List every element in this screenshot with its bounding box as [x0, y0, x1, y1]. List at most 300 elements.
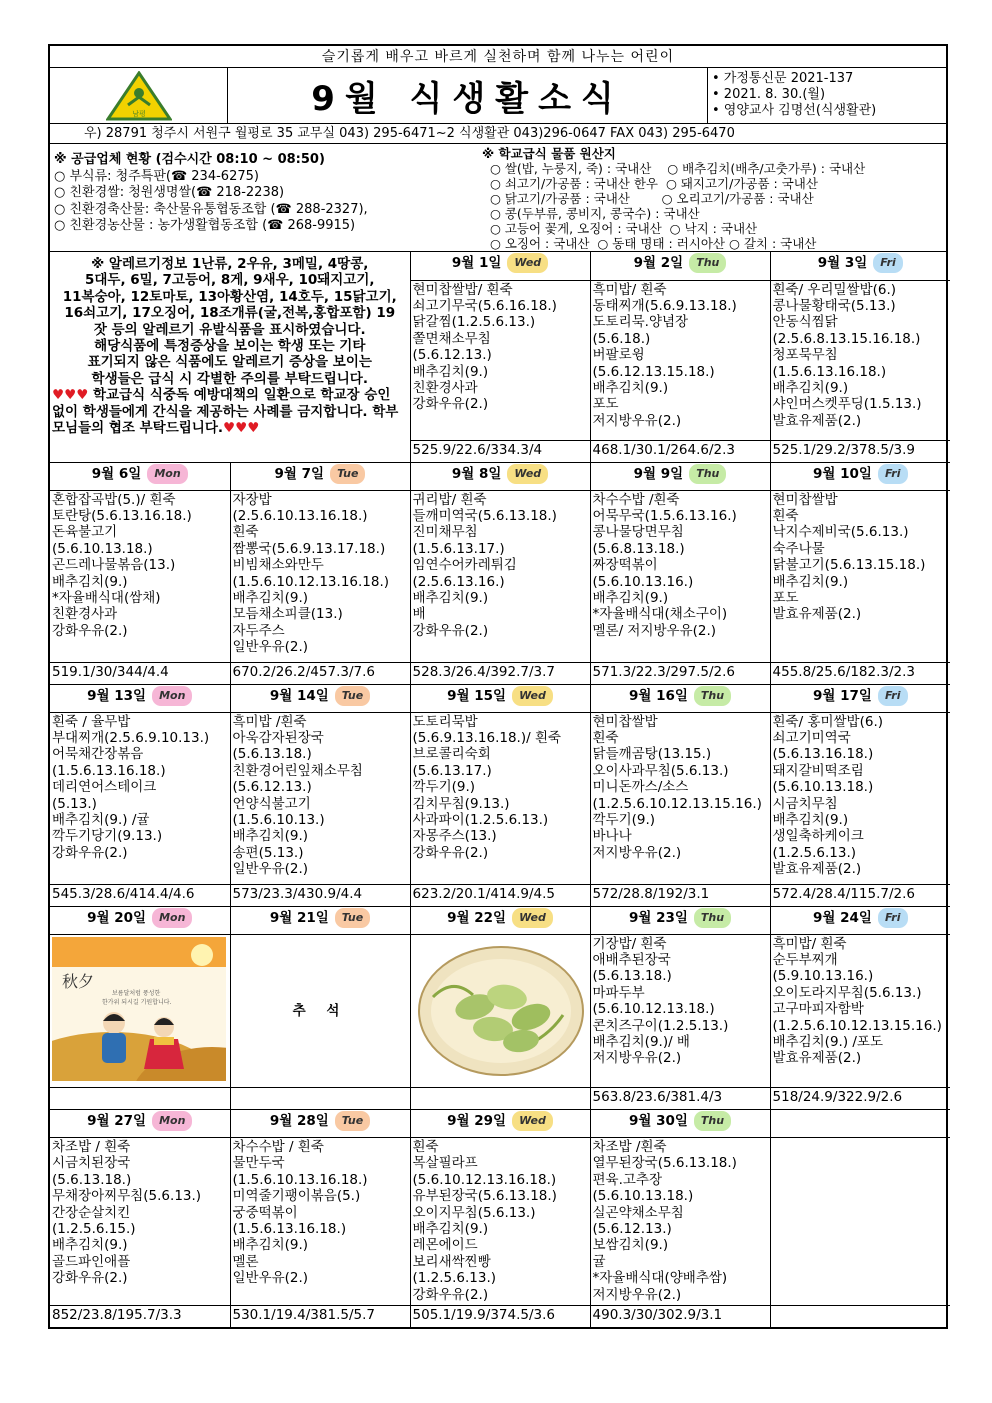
menu-item: 배 [412, 606, 426, 623]
chuseok-illustration [52, 937, 226, 1081]
menu-cell [50, 1137, 230, 1305]
weekday-badge: Fri [878, 908, 908, 928]
date-header: 9월 29일 Wed [410, 1109, 590, 1137]
date-header: 9월 23일 Thu [590, 906, 770, 934]
menu-item: 브로콜리숙회 [412, 746, 491, 763]
menu-item: 흰죽 [412, 1138, 439, 1155]
week2-nutrition-row [50, 662, 950, 684]
menu-cell [770, 712, 950, 884]
menu-item: 샤인머스켓푸딩(1.5.13.) [772, 396, 922, 413]
menu-item: 사과파이(1.2.5.6.13.) [412, 811, 549, 828]
menu-item: (1.5.6.10.13.) [232, 811, 325, 828]
week4-header-row [50, 906, 950, 934]
allergy-line: 학생들은 급식 시 각별한 주의를 부탁드립니다. [91, 370, 368, 387]
menu-item: (5.6.12.13.) [232, 779, 312, 796]
menu-item: (5.6.8.13.18.) [592, 540, 685, 557]
menu-item: 강화우유(2.) [52, 622, 128, 639]
nutrition-info: 505.1/19.9/374.5/3.6 [410, 1305, 590, 1327]
menu-item: 귤 [592, 1253, 606, 1270]
menu-item: 낙지수제비국(5.6.13.) [772, 524, 909, 541]
date-header: 9월 28일 Tue [230, 1109, 410, 1137]
menu-item: 멜론 [232, 1253, 259, 1270]
menu-cell [590, 1137, 770, 1305]
menu-item: 진미채무침 [412, 524, 478, 541]
nutrition-info: 525.9/22.6/334.3/4 [410, 440, 590, 462]
menu-item: (2.5.6.13.16.) [412, 573, 505, 590]
week3-menu-row [50, 712, 950, 884]
supply-section [50, 144, 946, 252]
date-header: 9월 1일 Wed [410, 252, 590, 280]
snack-warning [52, 387, 408, 436]
menu-item: (2.5.6.10.13.16.18.) [232, 507, 368, 524]
school-logo-cell [50, 68, 228, 123]
menu-item: 토란탕(5.6.13.16.18.) [52, 507, 192, 524]
menu-item: 저지방우유(2.) [592, 844, 682, 861]
allergy-line: 잣 등의 알레르기 유발식품을 표시하였습니다. [93, 321, 366, 338]
week2-menu-row [50, 490, 950, 662]
menu-item: (1.2.5.6.10.12.13.15.16.) [592, 795, 762, 812]
menu-item: (1.2.5.6.13.) [412, 1270, 497, 1287]
menu-item: 친환경어린잎채소무침 [232, 762, 363, 779]
notice-info [708, 68, 946, 123]
menu-item: 강화우유(2.) [412, 396, 489, 413]
menu-cell [230, 1137, 410, 1305]
menu-item: 배추김치(9.) [232, 828, 309, 845]
menu-item: 쫄면채소무침 [412, 330, 491, 347]
date-header: 9월 10일 Fri [770, 462, 950, 490]
nutrition-info: 455.8/25.6/182.3/2.3 [770, 662, 950, 684]
weekday-badge: Tue [330, 464, 365, 484]
menu-item: 쇠고기미역국 [772, 729, 851, 746]
origin-item: ○ 닭고기/가공품 : 국내산 ○ 오리고기/가공품 : 국내산 [482, 191, 814, 206]
menu-item: 흰죽 / 율무밥 [52, 713, 131, 730]
weekday-badge: Thu [694, 1111, 731, 1131]
menu-item: 버팔로윙 [592, 347, 645, 364]
menu-item: (5.6.10.13.16.) [592, 573, 694, 590]
week5-header-row [50, 1109, 950, 1137]
menu-item: 돼지갈비떡조림 [772, 762, 864, 779]
weekday-badge: Thu [694, 686, 731, 706]
notice-date: • 2021. 8. 30.(월) [712, 87, 826, 102]
date-header: 9월 3일 Fri [770, 252, 950, 280]
nutrition-info: 545.3/28.6/414.4/4.6 [50, 884, 230, 906]
weekday-badge: Tue [335, 1111, 370, 1131]
menu-item: 현미찹쌀밥 [592, 713, 658, 730]
menu-item: 일반우유(2.) [232, 1270, 309, 1287]
menu-cell [410, 280, 590, 440]
nutrition-info: 528.3/26.4/392.7/3.7 [410, 662, 590, 684]
menu-cell [410, 712, 590, 884]
menu-item: 발효유제품(2.) [772, 861, 862, 878]
menu-item: 발효유제품(2.) [772, 1050, 862, 1067]
nutrition-info: 563.8/23.6/381.4/3 [590, 1087, 770, 1109]
nutrition-info: 572.4/28.4/115.7/2.6 [770, 884, 950, 906]
menu-item: 강화우유(2.) [412, 1286, 489, 1303]
menu-cell [50, 712, 230, 884]
menu-item: 멜론/ 저지방우유(2.) [592, 622, 717, 639]
menu-item: 숙주나물 [772, 540, 825, 557]
header [50, 68, 946, 124]
origin-item: ○ 오징어 : 국내산 ○ 동태 명태 : 러시아산 ○ 갈치 : 국내산 [482, 236, 817, 251]
menu-item: 레몬에이드 [412, 1237, 478, 1254]
menu-cell [590, 280, 770, 440]
date-header: 9월 24일 Fri [770, 906, 950, 934]
menu-item: 깍두기(9.) [412, 779, 476, 796]
menu-item: 혼합잡곡밥(5.)/ 흰죽 [52, 491, 176, 508]
weekday-badge: Tue [335, 686, 370, 706]
menu-item: 도토리묵밥 [412, 713, 478, 730]
menu-item: 궁중떡볶이 [232, 1204, 298, 1221]
origin-list [480, 144, 946, 251]
menu-item: 닭들깨곰탕(13.15.) [592, 746, 712, 763]
menu-cell [230, 490, 410, 662]
nutrition-info: 623.2/20.1/414.9/4.5 [410, 884, 590, 906]
menu-item: (1.5.6.13.16.18.) [232, 1220, 347, 1237]
week3-header-row [50, 684, 950, 712]
nutrition-info: 468.1/30.1/264.6/2.3 [590, 440, 770, 462]
menu-item: 미니돈까스/소스 [592, 779, 689, 796]
notice-author: • 영양교사 김명선(식생활관) [712, 103, 877, 118]
menu-item: (5.6.10.13.18.) [772, 779, 874, 796]
menu-item: 일반우유(2.) [232, 861, 309, 878]
week3-nutrition-row [50, 884, 950, 906]
menu-item: 아욱감자된장국 [232, 729, 324, 746]
menu-item: 쇠고기무국(5.6.16.18.) [412, 297, 557, 314]
weekday-badge: Wed [507, 253, 548, 273]
menu-cell [410, 490, 590, 662]
menu-item: 흑미밥/ 흰죽 [772, 935, 847, 952]
menu-item: 배추김치(9.) [772, 379, 849, 396]
menu-item: 골드파인애플 [52, 1253, 131, 1270]
weekday-badge: Thu [689, 253, 726, 273]
menu-item: 짜장떡볶이 [592, 557, 658, 574]
menu-item: 현미찹쌀밥 [772, 491, 838, 508]
menu-item: 발효유제품(2.) [772, 606, 862, 623]
weekday-badge: Wed [512, 908, 553, 928]
menu-item: 차조밥 / 흰죽 [52, 1138, 131, 1155]
supplier-item: ○ 부식류: 청주특판(☎ 234-6275) [54, 168, 259, 184]
date-header: 9월 13일 Mon [50, 684, 230, 712]
menu-item: 어묵채간장볶음 [52, 746, 144, 763]
menu-item: (1.2.5.6.13.) [772, 844, 857, 861]
nutrition-info [410, 1087, 590, 1109]
menu-item: 곤드레나물볶음(13.) [52, 557, 176, 574]
allergy-line: 11복숭아, 12토마토, 13아황산염, 14호두, 15닭고기, [62, 288, 397, 305]
menu-item: 콘치즈구이(1.2.5.13.) [592, 1017, 729, 1034]
menu-item: 돈육불고기 [52, 524, 118, 541]
menu-item: 흰죽 [232, 524, 259, 541]
menu-item: 콩나물당면무침 [592, 524, 684, 541]
menu-item: 강화우유(2.) [52, 1270, 128, 1287]
menu-item: 강화우유(2.) [412, 622, 489, 639]
menu-table [50, 252, 950, 1327]
menu-item: 배추김치(9.) [52, 1237, 128, 1254]
menu-item: 고구마피자함박 [772, 1001, 864, 1018]
allergy-notice [50, 252, 410, 462]
menu-cell [410, 1137, 590, 1305]
date-header-empty [770, 1109, 950, 1137]
date-header: 9월 8일 Wed [410, 462, 590, 490]
weekday-badge: Wed [512, 1111, 553, 1131]
allergy-line: 16쇠고기, 17오징어, 18조개류(굴,전복,홍합포함) 19 [64, 305, 396, 322]
menu-item: 청포묵무침 [772, 347, 838, 364]
menu-item: 차수수밥 / 흰죽 [232, 1138, 324, 1155]
menu-item: *자율배식대(채소구이) [592, 606, 728, 623]
menu-item: 자몽주스(13.) [412, 828, 497, 845]
menu-item: (5.6.13.18.) [592, 968, 672, 985]
menu-item: (5.9.10.13.16.) [772, 968, 874, 985]
weekday-badge: Tue [335, 908, 370, 928]
menu-item: 배추김치(9.) [412, 1220, 489, 1237]
nutrition-info-empty [770, 1305, 950, 1327]
menu-item: 강화우유(2.) [52, 844, 128, 861]
date-header: 9월 17일 Fri [770, 684, 950, 712]
menu-item: 배추김치(9.) [772, 811, 849, 828]
menu-item: 데리연어스테이크 [52, 779, 157, 796]
chuseok-illustration-cell [50, 934, 230, 1087]
menu-cell [770, 490, 950, 662]
weekday-badge: Mon [152, 686, 192, 706]
menu-item: 도토리묵.양념장 [592, 314, 689, 331]
week4-nutrition-row [50, 1087, 950, 1109]
menu-item: 배추김치(9.) [412, 589, 489, 606]
menu-item: 부대찌개(2.5.6.9.10.13.) [52, 729, 210, 746]
menu-item: (1.5.6.13.17.) [412, 540, 505, 557]
menu-item: (5.6.18.) [592, 330, 651, 347]
menu-item: 닭불고기(5.6.13.15.18.) [772, 557, 926, 574]
weekday-badge: Thu [694, 908, 731, 928]
menu-item: (5.6.13.16.18.) [772, 746, 874, 763]
menu-item: *자율배식대(쌈채) [52, 589, 161, 606]
menu-item: (1.2.5.6.15.) [52, 1220, 136, 1237]
menu-item: (2.5.6.8.13.15.16.18.) [772, 330, 921, 347]
menu-item: 친환경사과 [412, 379, 478, 396]
heart-icon: ♥♥♥ [223, 420, 260, 437]
week4-menu-row [50, 934, 950, 1087]
menu-item: 배추김치(9.) [772, 573, 849, 590]
menu-item: (5.13.) [52, 795, 97, 812]
menu-item: 순두부찌개 [772, 951, 838, 968]
nutrition-info: 530.1/19.4/381.5/5.7 [230, 1305, 410, 1327]
origin-item: ○ 쇠고기/가공품 : 국내산 한우 ○ 돼지고기/가공품 : 국내산 [482, 176, 818, 191]
menu-item: (5.6.12.13.) [592, 1220, 672, 1237]
menu-item: 열무된장국(5.6.13.18.) [592, 1155, 737, 1172]
menu-item: (1.2.5.6.10.12.13.15.16.) [772, 1017, 942, 1034]
snack-warning-text: 학교급식 식중독 예방대책의 일환으로 학교장 승인 없이 학생들에게 간식을 제공하는 사례를 금지합니다. 학부모님들의 협조 부탁드립니다. [52, 387, 399, 437]
menu-item: 친환경사과 [52, 606, 118, 623]
week5-menu-row [50, 1137, 950, 1305]
weekday-badge: Mon [152, 908, 192, 928]
date-header: 9월 7일 Tue [230, 462, 410, 490]
menu-item: (1.5.6.13.16.18.) [52, 762, 166, 779]
date-header: 9월 20일 Mon [50, 906, 230, 934]
date-header: 9월 16일 Thu [590, 684, 770, 712]
menu-item: 닭갈찜(1.2.5.6.13.) [412, 314, 536, 331]
menu-item: 흰죽 [772, 507, 799, 524]
menu-item: 편육.고추장 [592, 1171, 663, 1188]
menu-item: 배추김치(9.) [412, 363, 489, 380]
menu-item: 오이사과무침(5.6.13.) [592, 762, 729, 779]
menu-item: 유부된장국(5.6.13.18.) [412, 1188, 557, 1205]
menu-item: 실곤약채소무침 [592, 1204, 684, 1221]
menu-item: (5.6.10.13.18.) [592, 1188, 694, 1205]
nutrition-info [50, 1087, 230, 1109]
menu-item: 배추김치(9.) /포도 [772, 1033, 884, 1050]
menu-item: 보쌈김치(9.) [592, 1237, 669, 1254]
school-address: 우) 28791 청주시 서원구 월평로 35 교무실 043) 295-6471~2 식생활관 043)296-0647 FAX 043) 295-6470 [50, 124, 946, 144]
menu-item: (1.5.6.10.12.13.16.18.) [232, 573, 390, 590]
menu-item: 생일축하케이크 [772, 828, 864, 845]
illustration-title: 秋夕 [62, 971, 95, 991]
date-header: 9월 2일 Thu [590, 252, 770, 280]
newsletter-page [48, 44, 948, 1329]
menu-item: 저지방우유(2.) [592, 1050, 682, 1067]
menu-item: 언양식불고기 [232, 795, 311, 812]
menu-item: 배추김치(9.) [232, 1237, 309, 1254]
menu-item: 시금치된장국 [52, 1155, 131, 1172]
origin-item: ○ 콩(두부류, 콩비지, 콩국수) : 국내산 [482, 206, 700, 221]
menu-item: 배추김치(9.) [592, 379, 669, 396]
holiday-label: 추 석 [230, 934, 410, 1087]
supplier-heading: ※ 공급업체 현황 (검수시간 08:10 ~ 08:50) [54, 152, 325, 167]
date-header: 9월 22일 Wed [410, 906, 590, 934]
notice-number: • 가정통신문 2021-137 [712, 71, 854, 86]
origin-heading: ※ 학교급식 물품 원산지 [482, 146, 616, 161]
supplier-item: ○ 친환경농산물 : 농가생활협동조합 (☎ 268-9915) [54, 218, 356, 233]
date-header: 9월 21일 Tue [230, 906, 410, 934]
date-header: 9월 30일 Thu [590, 1109, 770, 1137]
origin-item: ○ 쌀(밥, 누룽지, 죽) : 국내산 ○ 배추김치(배추/고춧가루) : 국내산 [482, 161, 866, 176]
menu-cell-empty [770, 1137, 950, 1305]
weekday-badge: Wed [507, 464, 548, 484]
menu-item: (5.6.12.13.) [412, 347, 492, 364]
menu-item: 차수수밥 /흰죽 [592, 491, 680, 508]
nutrition-info: 525.1/29.2/378.5/3.9 [770, 440, 950, 462]
menu-item: 발효유제품(2.) [772, 412, 862, 429]
menu-cell [770, 280, 950, 440]
menu-item: 배추김치(9.) [592, 589, 669, 606]
menu-item: 포도 [592, 396, 619, 413]
menu-item: (5.6.13.18.) [232, 746, 312, 763]
songpyeon-illustration-cell [410, 934, 590, 1087]
supplier-item: ○ 친환경쌀: 청원생명쌀(☎ 218-2238) [54, 185, 285, 200]
menu-cell [590, 490, 770, 662]
menu-cell [770, 934, 950, 1087]
menu-cell [230, 712, 410, 884]
menu-item: 배추김치(9.) [232, 589, 309, 606]
menu-item: 송편(5.13.) [232, 844, 304, 861]
menu-item: 무채장아찌무침(5.6.13.) [52, 1188, 202, 1205]
menu-item: 현미찹쌀밥/ 흰죽 [412, 281, 513, 298]
weekday-badge: Fri [873, 253, 903, 273]
date-header: 9월 27일 Mon [50, 1109, 230, 1137]
week1-header-row [50, 252, 950, 280]
menu-cell [50, 490, 230, 662]
origin-item: ○ 고등어 꽃게, 오징어 : 국내산 ○ 낙지 : 국내산 [482, 221, 758, 236]
date-header: 9월 9일 Thu [590, 462, 770, 490]
menu-item: 귀리밥/ 흰죽 [412, 491, 487, 508]
menu-item: (5.6.9.13.16.18.)/ 흰죽 [412, 729, 562, 746]
menu-item: 마파두부 [592, 984, 645, 1001]
menu-item: 비빔채소와만두 [232, 557, 324, 574]
menu-item: (5.6.13.18.) [52, 1171, 132, 1188]
week5-nutrition-row [50, 1305, 950, 1327]
nutrition-info: 490.3/30/302.9/3.1 [590, 1305, 770, 1327]
menu-item: (5.6.10.12.13.16.18.) [412, 1171, 557, 1188]
weekday-badge: Mon [147, 464, 187, 484]
menu-item: 흰죽/ 우리밀쌀밥(6.) [772, 281, 897, 298]
menu-item: 동태찌개(5.6.9.13.18.) [592, 297, 737, 314]
illustration-caption: 보름달처럼 풍성한 [112, 989, 161, 997]
menu-item: 자장밥 [232, 491, 272, 508]
menu-item: 어묵무국(1.5.6.13.16.) [592, 507, 737, 524]
menu-item: 흑미밥 /흰죽 [232, 713, 307, 730]
nutrition-info: 518/24.9/322.9/2.6 [770, 1087, 950, 1109]
menu-item: 흰죽 [592, 729, 619, 746]
nutrition-info: 571.3/22.3/297.5/2.6 [590, 662, 770, 684]
menu-item: 보리새싹찐빵 [412, 1253, 491, 1270]
allergy-line: 5대두, 6밀, 7고등어, 8게, 9새우, 10돼지고기, [84, 272, 375, 289]
menu-item: 배추김치(9.) [52, 573, 128, 590]
menu-item: (1.5.6.10.13.16.18.) [232, 1171, 368, 1188]
nutrition-info: 519.1/30/344/4.4 [50, 662, 230, 684]
menu-item: (5.6.13.17.) [412, 762, 492, 779]
menu-item: 자두주스 [232, 622, 285, 639]
menu-item: 목살필라프 [412, 1155, 478, 1172]
menu-item: 흑미밥/ 흰죽 [592, 281, 667, 298]
menu-item: 김치무침(9.13.) [412, 795, 510, 812]
songpyeon-illustration [413, 937, 587, 1081]
nutrition-info: 670.2/26.2/457.3/7.6 [230, 662, 410, 684]
menu-item: 배추김치(9.) /귤 [52, 811, 150, 828]
nutrition-info [230, 1087, 410, 1109]
menu-item: 간장순살치킨 [52, 1204, 131, 1221]
weekday-badge: Wed [512, 686, 553, 706]
menu-item: 배추김치(9.)/ 배 [592, 1033, 690, 1050]
menu-item: 깍두기(9.) [592, 811, 656, 828]
menu-cell [590, 934, 770, 1087]
menu-item: 물만두국 [232, 1155, 285, 1172]
date-header: 9월 14일 Tue [230, 684, 410, 712]
menu-item: 콩나물황태국(5.13.) [772, 297, 896, 314]
menu-item: 깍두기당기(9.13.) [52, 828, 163, 845]
menu-item: 바나나 [592, 828, 632, 845]
date-header: 9월 15일 Wed [410, 684, 590, 712]
supplier-item: ○ 친환경축산물: 축산물유통협동조합 (☎ 288-2327), [54, 201, 368, 217]
menu-item: 안동식찜닭 [772, 314, 838, 331]
school-motto: 슬기롭게 배우고 바르게 실천하며 함께 나누는 어린이 [50, 46, 946, 68]
menu-item: 포도 [772, 589, 799, 606]
menu-item: (1.5.6.13.16.18.) [772, 363, 887, 380]
menu-item: 모듬채소피클(13.) [232, 606, 343, 623]
allergy-line: ※ 알레르기정보 1난류, 2우유, 3메밀, 4땅콩, [91, 256, 369, 272]
menu-item: 흰죽/ 홍미쌀밥(6.) [772, 713, 884, 730]
menu-item: 임연수어카레튀김 [412, 557, 517, 574]
menu-item: 일반우유(2.) [232, 639, 309, 656]
menu-item: 애배추된장국 [592, 951, 671, 968]
menu-item: *자율배식대(양배추쌈) [592, 1270, 728, 1287]
menu-item: 시금치무침 [772, 795, 838, 812]
weekday-badge: Mon [152, 1111, 192, 1131]
nutrition-info: 852/23.8/195.7/3.3 [50, 1305, 230, 1327]
menu-cell [590, 712, 770, 884]
illustration-caption: 한가위 되시길 기원합니다. [102, 998, 172, 1006]
nutrition-info: 573/23.3/430.9/4.4 [230, 884, 410, 906]
date-header: 9월 6일 Mon [50, 462, 230, 490]
logo-text: 남평 [131, 109, 146, 118]
menu-item: 짬뽕국(5.6.9.13.17.18.) [232, 540, 386, 557]
allergy-line: 표기되지 않은 식품에도 알레르기 증상을 보이는 [87, 354, 372, 371]
